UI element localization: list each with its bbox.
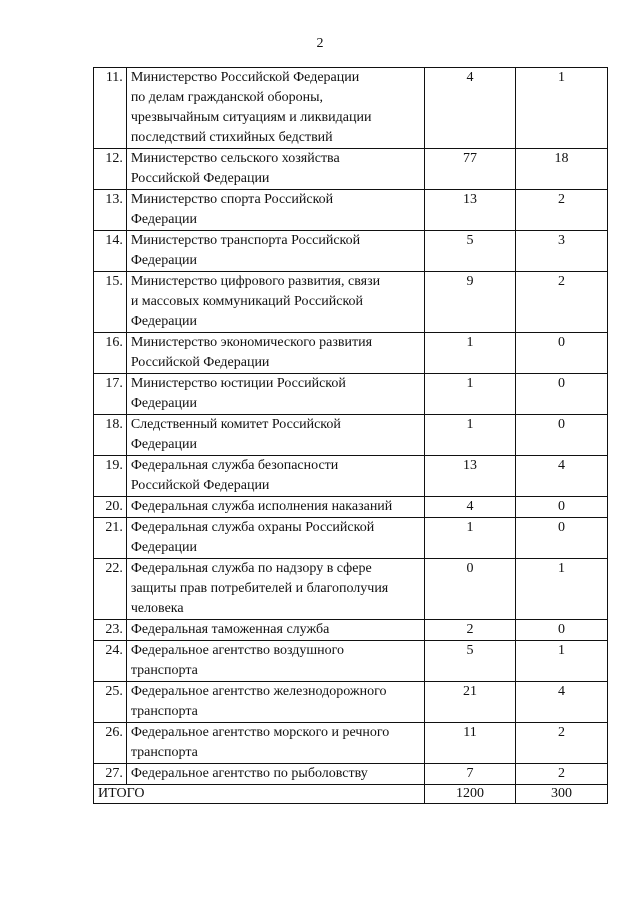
value-col1: 13: [425, 456, 516, 497]
total-col1: 1200: [425, 785, 516, 804]
value-col1: 5: [425, 641, 516, 682]
agency-name: Министерство сельского хозяйства Российской Федерации: [126, 149, 424, 190]
table-row: [94, 231, 608, 272]
table-row: [94, 456, 608, 497]
value-col1: 1: [425, 374, 516, 415]
table-row: [94, 559, 608, 620]
value-col1: 5: [425, 231, 516, 272]
row-number: 23.: [94, 620, 127, 641]
table-row: [94, 149, 608, 190]
table-row: [94, 641, 608, 682]
row-number: 27.: [94, 764, 127, 785]
value-col1: 0: [425, 559, 516, 620]
value-col1: 13: [425, 190, 516, 231]
value-col1: 9: [425, 272, 516, 333]
value-col2: 0: [516, 374, 608, 415]
table-row: [94, 415, 608, 456]
agency-name: Министерство цифрового развития, связи и массовых коммуникаций Российской Федерации: [126, 272, 424, 333]
agency-name: Федеральная служба по надзору в сфере защиты прав потребителей и благополучия человека: [126, 559, 424, 620]
value-col2: 0: [516, 620, 608, 641]
value-col1: 1: [425, 415, 516, 456]
row-number: 18.: [94, 415, 127, 456]
value-col2: 1: [516, 559, 608, 620]
row-number: 12.: [94, 149, 127, 190]
row-number: 26.: [94, 723, 127, 764]
row-number: 17.: [94, 374, 127, 415]
agency-name: Федеральная таможенная служба: [126, 620, 424, 641]
table-row: [94, 374, 608, 415]
value-col1: 11: [425, 723, 516, 764]
page-number: 2: [316, 36, 324, 51]
value-col2: 2: [516, 272, 608, 333]
value-col2: 0: [516, 497, 608, 518]
value-col2: 4: [516, 456, 608, 497]
row-number: 11.: [94, 68, 127, 149]
row-number: 14.: [94, 231, 127, 272]
agency-name: Министерство юстиции Российской Федерации: [126, 374, 424, 415]
row-number: 25.: [94, 682, 127, 723]
agency-name: Министерство транспорта Российской Федерации: [126, 231, 424, 272]
agency-name: Федеральная служба безопасности Российской Федерации: [126, 456, 424, 497]
value-col2: 3: [516, 231, 608, 272]
table-row: [94, 518, 608, 559]
value-col2: 1: [516, 641, 608, 682]
value-col1: 4: [425, 68, 516, 149]
table-row: [94, 682, 608, 723]
agency-name: Министерство экономического развития Российской Федерации: [126, 333, 424, 374]
row-number: 15.: [94, 272, 127, 333]
row-number: 20.: [94, 497, 127, 518]
agency-name: Министерство спорта Российской Федерации: [126, 190, 424, 231]
value-col1: 21: [425, 682, 516, 723]
table-row: [94, 272, 608, 333]
table-body: [94, 68, 608, 804]
agency-name: Федеральное агентство железнодорожного транспорта: [126, 682, 424, 723]
value-col2: 2: [516, 764, 608, 785]
table-row: [94, 764, 608, 785]
value-col1: 7: [425, 764, 516, 785]
value-col2: 4: [516, 682, 608, 723]
agency-name: Федеральная служба исполнения наказаний: [126, 497, 424, 518]
agency-name: Следственный комитет Российской Федерации: [126, 415, 424, 456]
value-col2: 1: [516, 68, 608, 149]
row-number: 13.: [94, 190, 127, 231]
value-col2: 2: [516, 190, 608, 231]
agency-name: Федеральная служба охраны Российской Федерации: [126, 518, 424, 559]
value-col1: 4: [425, 497, 516, 518]
table-row: [94, 497, 608, 518]
agency-table: [93, 67, 608, 804]
row-number: 24.: [94, 641, 127, 682]
table-row: [94, 190, 608, 231]
row-number: 21.: [94, 518, 127, 559]
table-row: [94, 68, 608, 149]
value-col2: 18: [516, 149, 608, 190]
value-col1: 1: [425, 333, 516, 374]
table-row: [94, 620, 608, 641]
total-label: ИТОГО: [94, 785, 425, 804]
value-col2: 0: [516, 415, 608, 456]
value-col1: 77: [425, 149, 516, 190]
agency-name: Федеральное агентство по рыболовству: [126, 764, 424, 785]
agency-name: Федеральное агентство морского и речного транспорта: [126, 723, 424, 764]
value-col2: 0: [516, 333, 608, 374]
row-number: 22.: [94, 559, 127, 620]
value-col2: 0: [516, 518, 608, 559]
value-col2: 2: [516, 723, 608, 764]
value-col1: 2: [425, 620, 516, 641]
total-row: [94, 785, 608, 804]
table-row: [94, 333, 608, 374]
row-number: 19.: [94, 456, 127, 497]
row-number: 16.: [94, 333, 127, 374]
agency-name: Федеральное агентство воздушного транспорта: [126, 641, 424, 682]
agency-name: Министерство Российской Федерации по делам гражданской обороны, чрезвычайным ситуациям и ликвидации последствий стихийных бедствий: [126, 68, 424, 149]
value-col1: 1: [425, 518, 516, 559]
table-row: [94, 723, 608, 764]
total-col2: 300: [516, 785, 608, 804]
